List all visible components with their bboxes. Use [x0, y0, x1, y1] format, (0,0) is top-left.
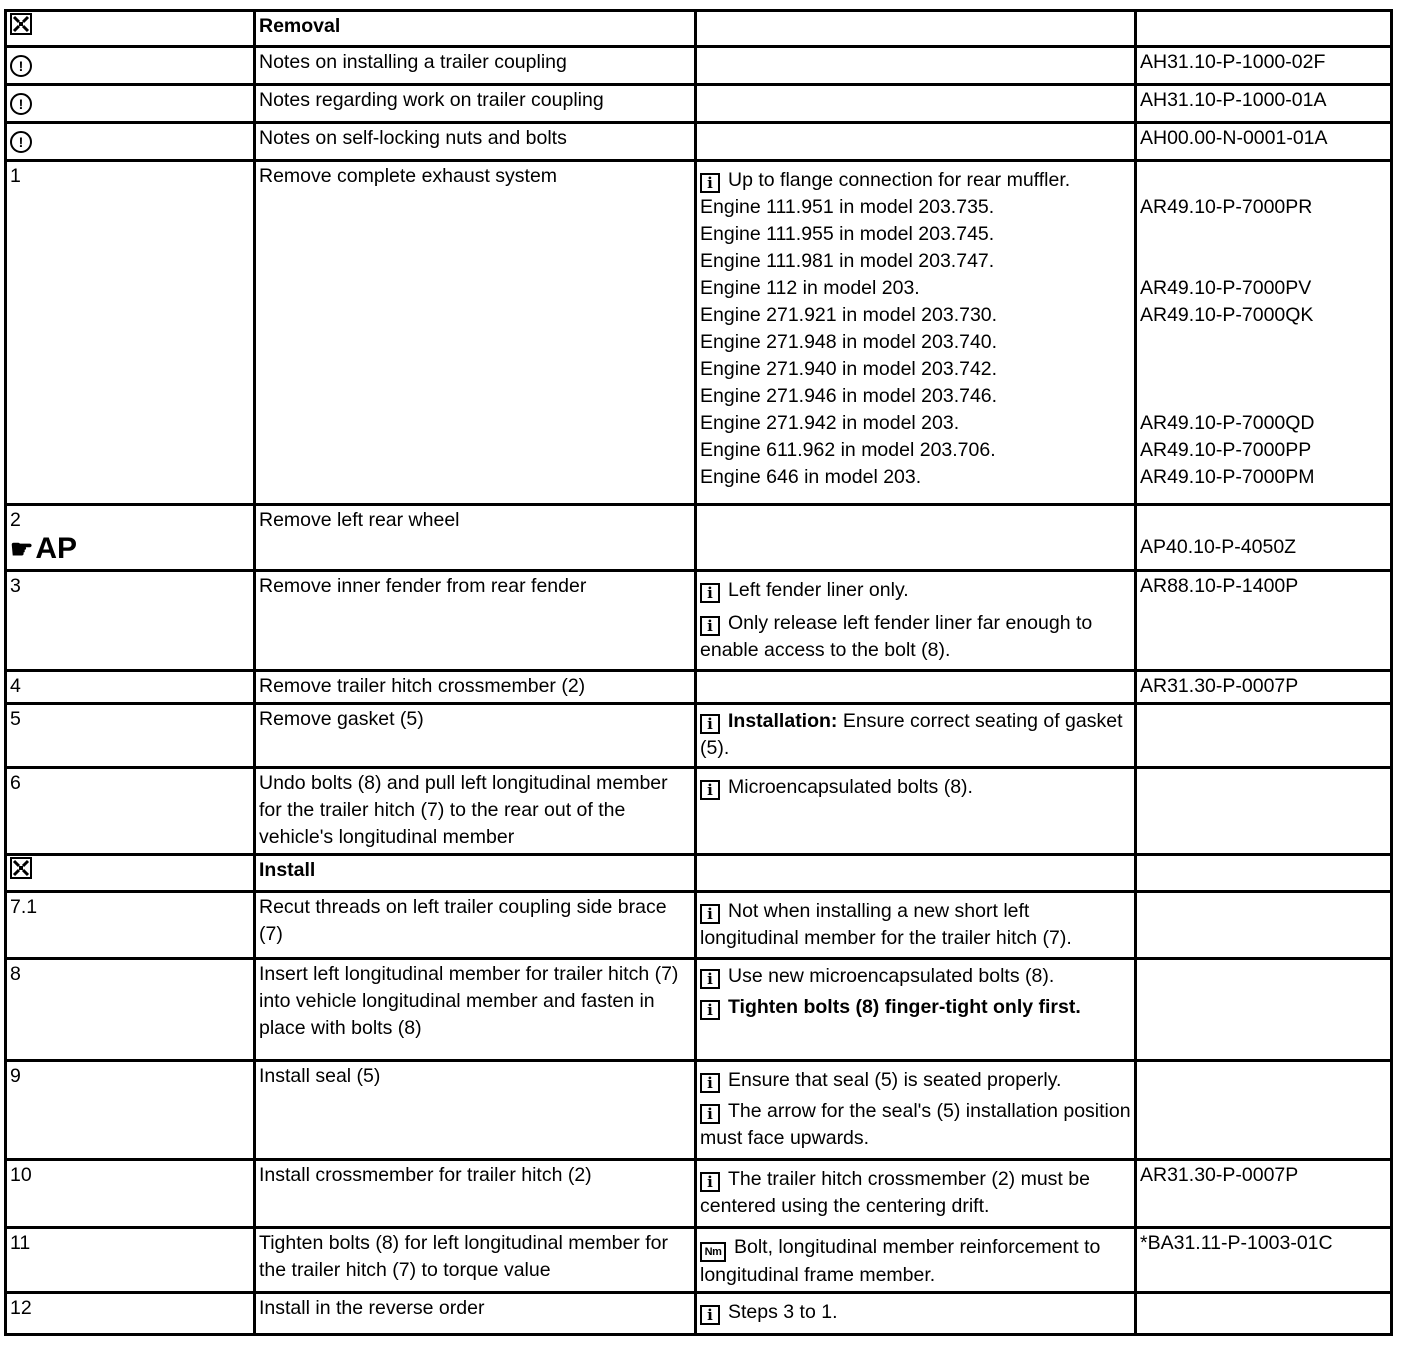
- note-icon-cell: [6, 123, 255, 161]
- engine-line: Engine 271.940 in model 203.742.: [700, 358, 998, 380]
- ref-link[interactable]: AR49.10-P-7000PR: [1140, 196, 1313, 218]
- info-icon: i: [700, 616, 720, 636]
- ref-link[interactable]: AR88.10-P-1400P: [1136, 571, 1392, 671]
- note-row: [6, 85, 1392, 123]
- info-icon: i: [700, 173, 720, 193]
- empty-cell: [1136, 855, 1392, 892]
- section-row-removal: [6, 11, 1392, 47]
- step-row: [6, 959, 1392, 1061]
- info-text-bold: Tighten bolts (8) finger-tight only first.: [728, 996, 1081, 1018]
- step-text: Insert left longitudinal member for trailer hitch (7) into vehicle longitudinal member and fasten in place with bolts (8): [255, 959, 696, 1061]
- section-title: Removal: [255, 11, 696, 47]
- step-number: 10: [6, 1160, 255, 1228]
- empty-cell: [696, 85, 1136, 123]
- info-text: Not when installing a new short left longitudinal member for the trailer hitch (7).: [700, 900, 1072, 949]
- note-circle-icon: !: [10, 55, 32, 77]
- info-icon: i: [700, 1172, 720, 1192]
- ref-link[interactable]: AR49.10-P-7000PV: [1140, 277, 1312, 299]
- wrench-cross-icon: [10, 13, 32, 35]
- step-text: Tighten bolts (8) for left longitudinal member for the trailer hitch (7) to torque value: [255, 1228, 696, 1293]
- section-icon-cell: [6, 11, 255, 47]
- step-text: Remove trailer hitch crossmember (2): [255, 671, 696, 704]
- info-text: Bolt, longitudinal member reinforcement to longitudinal frame member.: [700, 1236, 1101, 1286]
- note-circle-icon: !: [10, 93, 32, 115]
- step-text: Install in the reverse order: [255, 1293, 696, 1335]
- step-text: Remove complete exhaust system: [255, 161, 696, 505]
- engine-line: Engine 111.951 in model 203.735.: [700, 196, 995, 218]
- step-info: [696, 161, 1136, 505]
- step-text: Remove inner fender from rear fender: [255, 571, 696, 671]
- step-number: 9: [6, 1061, 255, 1160]
- step-text: Remove gasket (5): [255, 704, 696, 768]
- info-icon: i: [700, 1104, 720, 1124]
- info-icon: i: [700, 583, 720, 603]
- engine-line: Engine 271.942 in model 203.: [700, 412, 960, 434]
- info-icon: i: [700, 969, 720, 989]
- note-text: Notes regarding work on trailer coupling: [255, 85, 696, 123]
- note-row: [6, 47, 1392, 85]
- step-number: 4: [6, 671, 255, 704]
- engine-line: Engine 111.981 in model 203.747.: [700, 250, 995, 272]
- info-text: Up to flange connection for rear muffler.: [728, 169, 1071, 191]
- info-icon: i: [700, 714, 720, 734]
- engine-line: Engine 271.948 in model 203.740.: [700, 331, 998, 353]
- step-row: [6, 1061, 1392, 1160]
- info-text: Microencapsulated bolts (8).: [728, 776, 973, 798]
- engine-line: Engine 112 in model 203.: [700, 277, 920, 299]
- wrench-cross-icon: [10, 857, 32, 879]
- engine-line: Engine 271.921 in model 203.730.: [700, 304, 998, 326]
- step-number: 1: [6, 161, 255, 505]
- empty-cell: [1136, 768, 1392, 855]
- empty-cell: [1136, 959, 1392, 1061]
- info-text: Use new microencapsulated bolts (8).: [728, 965, 1055, 987]
- step-number: 7.1: [6, 892, 255, 959]
- empty-cell: [1136, 1061, 1392, 1160]
- ref-link[interactable]: AR49.10-P-7000PM: [1140, 466, 1315, 488]
- step-text: Recut threads on left trailer coupling side brace (7): [255, 892, 696, 959]
- ref-link[interactable]: *BA31.11-P-1003-01C: [1136, 1228, 1392, 1293]
- step-number: 11: [6, 1228, 255, 1293]
- ref-link[interactable]: AR49.10-P-7000PP: [1140, 439, 1312, 461]
- info-icon: i: [700, 1073, 720, 1093]
- empty-cell: [1136, 1293, 1392, 1335]
- engine-line: Engine 271.946 in model 203.746.: [700, 385, 998, 407]
- step-row: [6, 892, 1392, 959]
- step-refs: [1136, 161, 1392, 505]
- note-icon-cell: [6, 85, 255, 123]
- step-row: [6, 768, 1392, 855]
- empty-cell: [696, 505, 1136, 571]
- step-info: [696, 959, 1136, 1061]
- step-refs: [1136, 505, 1392, 571]
- empty-cell: [1136, 704, 1392, 768]
- note-icon-cell: [6, 47, 255, 85]
- empty-cell: [696, 123, 1136, 161]
- step-info: [696, 1061, 1136, 1160]
- step-row: [6, 1160, 1392, 1228]
- ref-link[interactable]: AR49.10-P-7000QD: [1140, 412, 1315, 434]
- note-ref-link[interactable]: AH31.10-P-1000-01A: [1136, 85, 1392, 123]
- note-ref-link[interactable]: AH31.10-P-1000-02F: [1136, 47, 1392, 85]
- step-row: [6, 1293, 1392, 1335]
- ap-pointing-hand-icon[interactable]: ☛AP: [10, 532, 77, 565]
- step-number: 2: [10, 509, 21, 531]
- empty-cell: [696, 671, 1136, 704]
- step-number: 12: [6, 1293, 255, 1335]
- step-number: 3: [6, 571, 255, 671]
- step-info: [696, 768, 1136, 855]
- ref-link[interactable]: AP40.10-P-4050Z: [1140, 536, 1297, 558]
- info-text: Ensure that seal (5) is seated properly.: [728, 1069, 1062, 1091]
- step-row: [6, 161, 1392, 505]
- info-text: Left fender liner only.: [728, 579, 909, 601]
- step-number: 5: [6, 704, 255, 768]
- info-icon: i: [700, 780, 720, 800]
- engine-line: Engine 646 in model 203.: [700, 466, 922, 488]
- info-text: Steps 3 to 1.: [728, 1301, 838, 1323]
- note-ref-link[interactable]: AH00.00-N-0001-01A: [1136, 123, 1392, 161]
- info-icon: i: [700, 1305, 720, 1325]
- section-row-install: [6, 855, 1392, 892]
- step-row: [6, 704, 1392, 768]
- note-circle-icon: !: [10, 131, 32, 153]
- empty-cell: [696, 47, 1136, 85]
- step-row: [6, 1228, 1392, 1293]
- step-info: [696, 1160, 1136, 1228]
- step-row: [6, 505, 1392, 571]
- ref-link[interactable]: AR31.30-P-0007P: [1136, 1160, 1392, 1228]
- step-text: Install seal (5): [255, 1061, 696, 1160]
- note-row: [6, 123, 1392, 161]
- torque-nm-icon: Nm: [700, 1242, 726, 1262]
- empty-cell: [1136, 11, 1392, 47]
- step-number: 6: [6, 768, 255, 855]
- note-text: Notes on installing a trailer coupling: [255, 47, 696, 85]
- step-text: Remove left rear wheel: [255, 505, 696, 571]
- step-info: [696, 1228, 1136, 1293]
- step-number-cell: [6, 505, 255, 571]
- procedure-table: [4, 9, 1393, 1336]
- info-icon: i: [700, 904, 720, 924]
- section-title: Install: [255, 855, 696, 892]
- step-row: [6, 671, 1392, 704]
- info-icon: i: [700, 1000, 720, 1020]
- step-info: [696, 704, 1136, 768]
- empty-cell: [696, 855, 1136, 892]
- engine-line: Engine 611.962 in model 203.706.: [700, 439, 996, 461]
- step-info: [696, 892, 1136, 959]
- info-label: Installation:: [728, 710, 838, 732]
- step-text: Install crossmember for trailer hitch (2): [255, 1160, 696, 1228]
- ref-link[interactable]: AR31.30-P-0007P: [1136, 671, 1392, 704]
- step-number: 8: [6, 959, 255, 1061]
- info-text: Ensure correct seating of gasket (5).: [700, 710, 1123, 759]
- step-info: [696, 1293, 1136, 1335]
- note-text: Notes on self-locking nuts and bolts: [255, 123, 696, 161]
- ref-link[interactable]: AR49.10-P-7000QK: [1140, 304, 1314, 326]
- empty-cell: [1136, 892, 1392, 959]
- empty-cell: [696, 11, 1136, 47]
- info-text: The trailer hitch crossmember (2) must be centered using the centering drift.: [700, 1168, 1090, 1217]
- info-text: Only release left fender liner far enough to enable access to the bolt (8).: [700, 612, 1093, 661]
- info-text: The arrow for the seal's (5) installation position must face upwards.: [700, 1100, 1131, 1149]
- step-text: Undo bolts (8) and pull left longitudinal member for the trailer hitch (7) to the rear out of the vehicle's longitudinal member: [255, 768, 696, 855]
- step-row: [6, 571, 1392, 671]
- engine-line: Engine 111.955 in model 203.745.: [700, 223, 995, 245]
- section-icon-cell: [6, 855, 255, 892]
- step-info: [696, 571, 1136, 671]
